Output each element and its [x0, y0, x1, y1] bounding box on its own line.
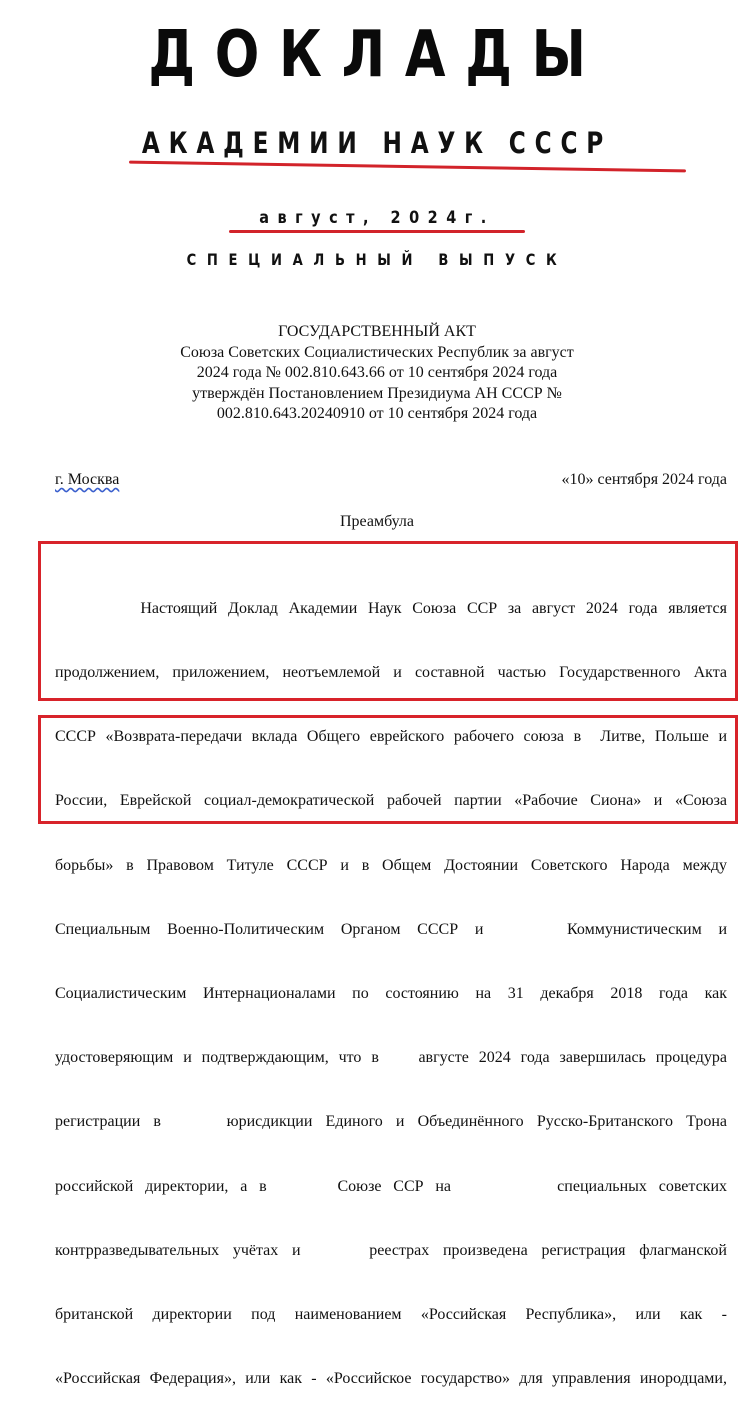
state-act-block	[0, 322, 754, 425]
preamble-line: британской директории под наименованием «Российская Республика», или как -	[55, 1306, 727, 1324]
act-line: утверждён Постановлением Президиума АН СССР №	[192, 384, 562, 402]
preamble-line: Настоящий Доклад Академии Наук Союза ССР за август 2024 года является	[55, 599, 728, 617]
preamble-heading: Преамбула	[340, 513, 414, 530]
preamble-line: удостоверяющим и подтверждающим, что в августе 2024 года завершилась процедура	[55, 1049, 727, 1067]
special-issue-label: СПЕЦИАЛЬНЫЙ ВЫПУСК	[186, 250, 568, 269]
journal-subtitle: АКАДЕМИИ НАУК СССР	[141, 126, 613, 160]
act-line: 2024 года № 002.810.643.66 от 10 сентября 2024 года	[196, 364, 558, 381]
date-underline	[229, 230, 525, 233]
preamble-line: борьбы» в Правовом Титуле СССР и в Общем Достоянии Советского Народа между	[55, 856, 727, 874]
preamble-line: Специальным Военно-Политическим Органом СССР и Коммунистическим и	[55, 920, 727, 938]
city-label: г. Москва	[55, 471, 120, 488]
preamble-line: продолжением, приложением, неотъемлемой и составной частью Государственного Акта	[55, 664, 727, 682]
act-line: ГОСУДАРСТВЕННЫЙ АКТ	[278, 323, 476, 340]
highlight-box-lower	[38, 715, 738, 824]
preamble-line: СССР «Возврата-передачи вклада Общего еврейского рабочего союза в Литве, Польше и	[55, 728, 727, 746]
preamble-line: регистрации в юрисдикции Единого и Объединённого Русско-Британского Трона	[55, 1113, 727, 1131]
preamble-line: Социалистическим Интернационалами по состоянию на 31 декабря 2018 года как	[55, 985, 727, 1003]
preamble-line: России, Еврейской социал-демократической рабочей партии «Рабочие Сиона» и «Союза	[55, 792, 727, 810]
preamble-line: контрразведывательных учётах и реестрах произведена регистрация флагманской	[55, 1241, 727, 1259]
highlight-box-upper	[38, 541, 738, 701]
act-line: Союза Советских Социалистических Республик за август	[180, 343, 574, 361]
preamble-line: «Российская Федерация», или как - «Российское государство» для управления инородцами,	[55, 1370, 727, 1388]
issue-date: август, 2024г.	[259, 208, 495, 228]
journal-title: ДОКЛАДЫ	[148, 18, 606, 92]
document-date: «10» сентября 2024 года	[561, 471, 727, 488]
preamble-line: российской директории, а в Союзе ССР на специальных советских	[55, 1177, 727, 1195]
subtitle-underline	[129, 161, 686, 173]
act-line: 002.810.643.20240910 от 10 сентября 2024 года	[216, 405, 538, 422]
